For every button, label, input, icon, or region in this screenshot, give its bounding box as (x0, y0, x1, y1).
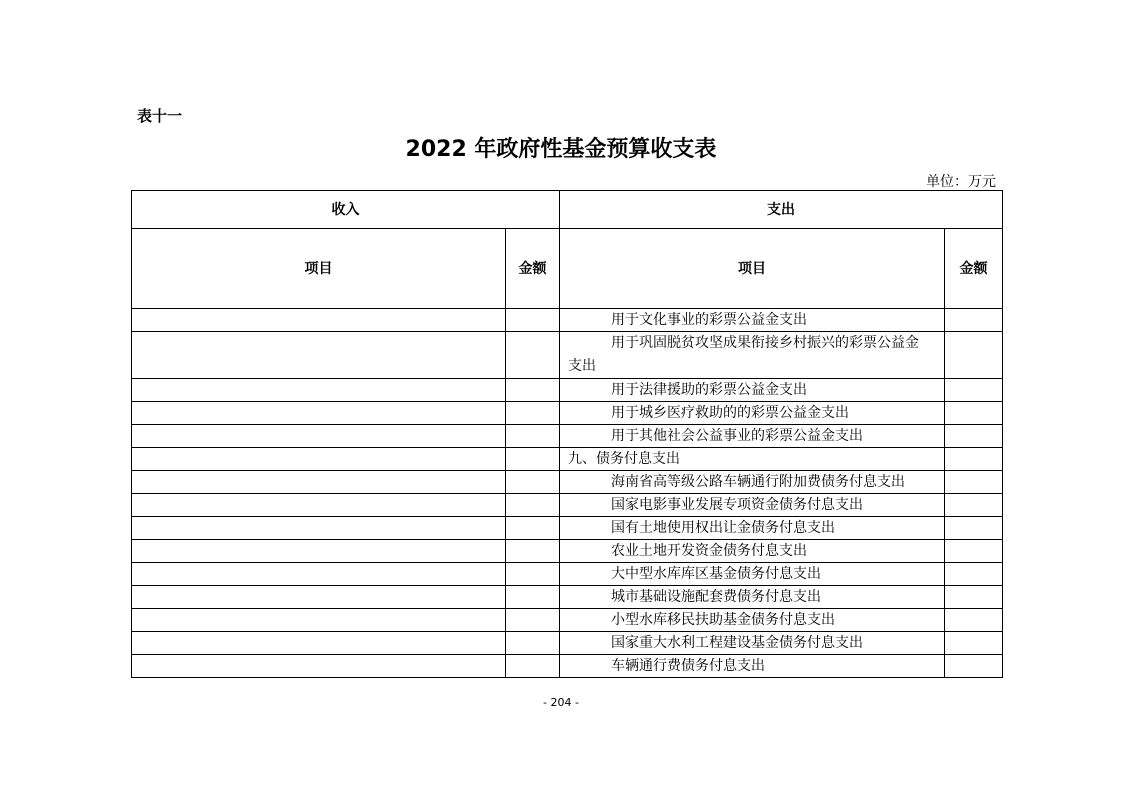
income-item-cell (132, 309, 506, 332)
income-amount-cell (506, 379, 560, 402)
expense-item-text: 国有土地使用权出让金债务付息支出 (611, 520, 835, 536)
table-row (132, 632, 1003, 655)
expense-amount-cell (945, 494, 1003, 517)
group-header-row (132, 191, 1003, 229)
income-amount-cell (506, 402, 560, 425)
expense-item-cell (560, 632, 945, 655)
expense-item-text: 九、债务付息支出 (568, 451, 680, 467)
expense-amount-cell (945, 609, 1003, 632)
expense-item-text: 小型水库移民扶助基金债务付息支出 (611, 612, 835, 628)
expense-item-text: 农业土地开发资金债务付息支出 (611, 543, 807, 559)
table-row (132, 563, 1003, 586)
table-row (132, 379, 1003, 402)
expense-amount-cell (945, 655, 1003, 678)
expense-item-cell (560, 402, 945, 425)
table-row (132, 540, 1003, 563)
expense-item-text: 用于法律援助的彩票公益金支出 (611, 382, 807, 398)
table-row (132, 609, 1003, 632)
expense-item-text: 用于文化事业的彩票公益金支出 (611, 312, 807, 328)
expense-amount-cell (945, 563, 1003, 586)
expense-item-cell (560, 379, 945, 402)
expense-amount-cell (945, 425, 1003, 448)
income-item-cell (132, 332, 506, 379)
income-amount-cell (506, 563, 560, 586)
income-amount-cell (506, 609, 560, 632)
income-amount-cell (506, 332, 560, 379)
expense-item-cell (560, 309, 945, 332)
income-item-cell (132, 540, 506, 563)
table-row (132, 448, 1003, 471)
table-row (132, 402, 1003, 425)
expense-item-text: 国家电影事业发展专项资金债务付息支出 (611, 497, 863, 513)
expense-item-cell (560, 471, 945, 494)
page-title: 2022 年政府性基金预算收支表 (405, 137, 717, 162)
income-item-cell (132, 517, 506, 540)
income-item-cell (132, 379, 506, 402)
expense-item-cell (560, 332, 945, 379)
expense-item-cell (560, 563, 945, 586)
table-row (132, 517, 1003, 540)
table-label: 表十一 (137, 107, 183, 125)
expense-amount-cell (945, 448, 1003, 471)
income-amount-cell (506, 494, 560, 517)
expense-amount-cell (945, 309, 1003, 332)
unit-label: 单位：万元 (926, 174, 996, 190)
expense-item-cell (560, 494, 945, 517)
table-row (132, 586, 1003, 609)
expense-item-text: 国家重大水利工程建设基金债务付息支出 (611, 635, 863, 651)
income-item-cell (132, 425, 506, 448)
expense-amount-cell (945, 402, 1003, 425)
income-amount-cell (506, 586, 560, 609)
income-amount-cell (506, 448, 560, 471)
expense-amount-cell (945, 379, 1003, 402)
expense-item-cell (560, 448, 945, 471)
expense-item-cell (560, 517, 945, 540)
expense-item-cell (560, 540, 945, 563)
income-item-header: 项目 (132, 229, 506, 309)
expense-amount-cell (945, 332, 1003, 379)
table-row (132, 425, 1003, 448)
income-group-header: 收入 (132, 191, 560, 229)
income-item-cell (132, 655, 506, 678)
expense-item-text: 用于城乡医疗救助的的彩票公益金支出 (611, 405, 849, 421)
income-item-cell (132, 563, 506, 586)
page-number: - 204 - (543, 696, 579, 709)
expense-group-header: 支出 (560, 191, 1003, 229)
expense-amount-cell (945, 632, 1003, 655)
income-amount-cell (506, 517, 560, 540)
table-row (132, 332, 1003, 379)
expense-item-text-continued: 支出 (568, 358, 596, 374)
income-item-cell (132, 448, 506, 471)
table-row (132, 655, 1003, 678)
column-header-row (132, 229, 1003, 309)
expense-item-text: 海南省高等级公路车辆通行附加费债务付息支出 (611, 474, 905, 490)
income-item-cell (132, 494, 506, 517)
expense-item-cell (560, 586, 945, 609)
table-row (132, 471, 1003, 494)
income-amount-header: 金额 (506, 229, 560, 309)
income-amount-cell (506, 632, 560, 655)
income-amount-cell (506, 540, 560, 563)
table-row (132, 309, 1003, 332)
expense-item-text: 城市基础设施配套费债务付息支出 (611, 589, 821, 605)
table-row (132, 494, 1003, 517)
income-item-cell (132, 586, 506, 609)
income-item-cell (132, 609, 506, 632)
budget-table (131, 190, 1003, 678)
income-item-cell (132, 632, 506, 655)
expense-amount-cell (945, 586, 1003, 609)
income-amount-cell (506, 309, 560, 332)
income-item-cell (132, 471, 506, 494)
expense-item-cell (560, 425, 945, 448)
income-amount-cell (506, 655, 560, 678)
expense-item-text: 大中型水库库区基金债务付息支出 (611, 566, 821, 582)
expense-item-text: 车辆通行费债务付息支出 (611, 658, 765, 674)
income-amount-cell (506, 425, 560, 448)
expense-amount-cell (945, 540, 1003, 563)
expense-item-text: 用于其他社会公益事业的彩票公益金支出 (611, 428, 863, 444)
income-item-cell (132, 402, 506, 425)
expense-item-header: 项目 (560, 229, 945, 309)
expense-amount-header: 金额 (945, 229, 1003, 309)
expense-amount-cell (945, 517, 1003, 540)
expense-item-cell (560, 655, 945, 678)
income-amount-cell (506, 471, 560, 494)
expense-item-text: 用于巩固脱贫攻坚成果衔接乡村振兴的彩票公益金 (611, 335, 919, 351)
expense-item-cell (560, 609, 945, 632)
expense-amount-cell (945, 471, 1003, 494)
